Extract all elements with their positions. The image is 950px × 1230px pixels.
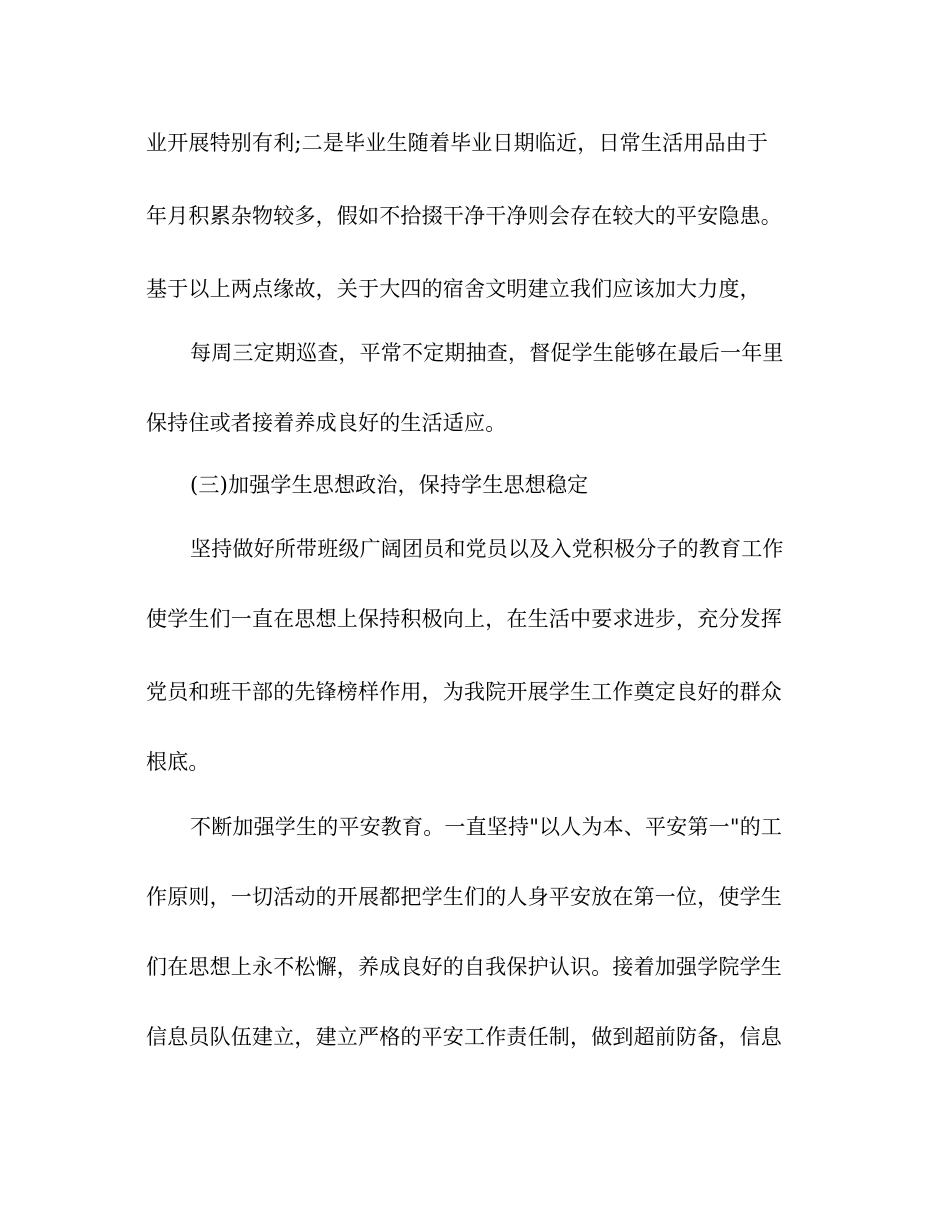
text-line: 信息员队伍建立，建立严格的平安工作责任制，做到超前防备，信息 bbox=[146, 1025, 782, 1049]
text-line: 每周三定期巡查，平常不定期抽查，督促学生能够在最后一年里 bbox=[190, 341, 784, 365]
text-line: 业开展特别有利;二是毕业生随着毕业日期临近，日常生活用品由于 bbox=[146, 131, 769, 155]
section-heading: (三)加强学生思想政治，保持学生思想稳定 bbox=[190, 473, 589, 497]
text-line: 们在思想上永不松懈，养成良好的自我保护认识。接着加强学院学生 bbox=[146, 955, 782, 979]
text-line: 使学生们一直在思想上保持积极向上，在生活中要求进步，充分发挥 bbox=[146, 607, 782, 631]
text-line: 坚持做好所带班级广阔团员和党员以及入党积极分子的教育工作 bbox=[190, 537, 784, 561]
text-line: 不断加强学生的平安教育。一直坚持"以人为本、平安第一"的工 bbox=[190, 815, 783, 839]
text-line: 党员和班干部的先锋榜样作用，为我院开展学生工作奠定良好的群众 bbox=[146, 680, 782, 704]
text-line: 作原则，一切活动的开展都把学生们的人身平安放在第一位，使学生 bbox=[146, 885, 782, 909]
text-line: 基于以上两点缘故，关于大四的宿舍文明建立我们应该加大力度， bbox=[146, 277, 761, 301]
text-line: 保持住或者接着养成良好的生活适应。 bbox=[146, 411, 507, 435]
text-line: 年月积累杂物较多，假如不拾掇干净干净则会存在较大的平安隐患。 bbox=[146, 204, 782, 228]
text-line: 根底。 bbox=[146, 750, 210, 774]
